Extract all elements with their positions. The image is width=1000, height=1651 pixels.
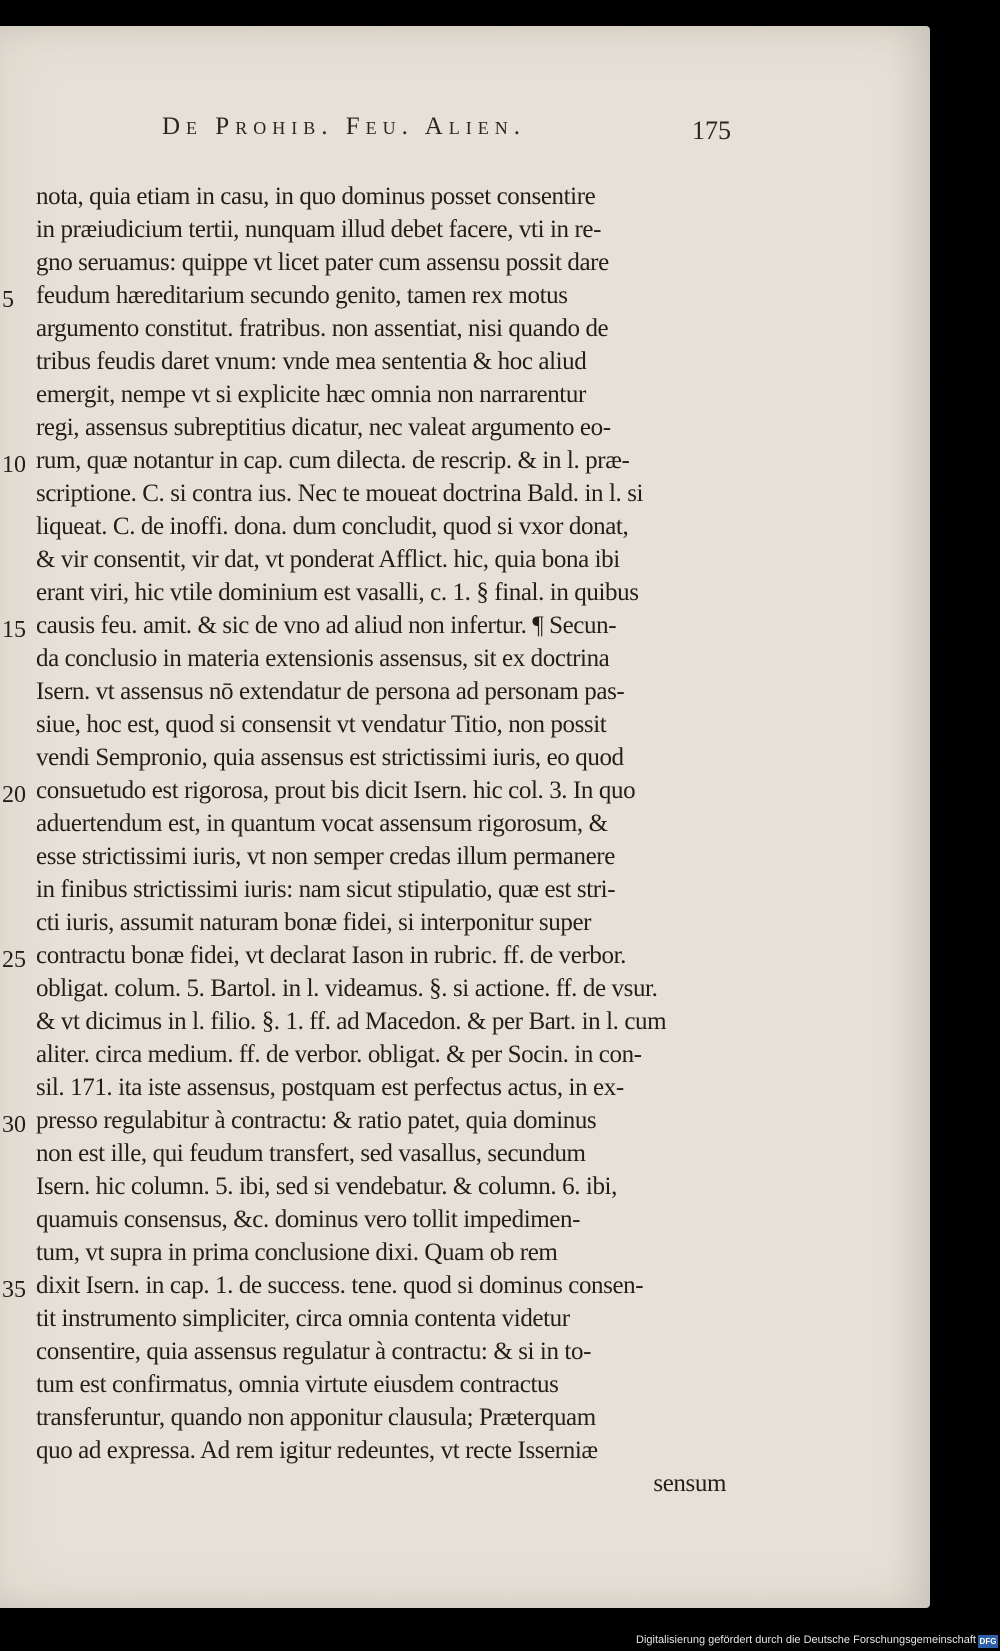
margin-line-number: 5 [2,287,14,313]
margin-line-number: 25 [2,947,26,973]
funding-credit: Digitalisierung gefördert durch die Deutsche Forschungsgemeinschaft [636,1634,976,1646]
text-line: cti iuris, assumit naturam bonæ fidei, si interponitur super [36,909,592,936]
text-line: Isern. vt assensus nō extendatur de persona ad personam pas- [36,678,625,705]
text-line: Isern. hic column. 5. ibi, sed si vendebatur. & column. 6. ibi, [36,1173,617,1200]
text-line: dixit Isern. in cap. 1. de success. tene. quod si dominus consen- [36,1272,644,1299]
margin-line-number: 15 [2,617,26,643]
dfg-logo: DFG [979,1637,997,1646]
text-line: non est ille, qui feudum transfert, sed vasallus, secundum [36,1140,586,1167]
text-line: in præiudicium tertii, nunquam illud debet facere, vti in re- [36,216,602,243]
text-line: erant viri, hic vtile dominium est vasalli, c. 1. § final. in quibus [36,579,639,606]
text-line: esse strictissimi iuris, vt non semper credas illum permanere [36,843,615,870]
text-line: contractu bonæ fidei, vt declarat Iason in rubric. ff. de verbor. [36,942,626,969]
text-line: consuetudo est rigorosa, prout bis dicit Isern. hic col. 3. In quo [36,777,636,804]
text-line: rum, quæ notantur in cap. cum dilecta. de rescrip. & in l. præ- [36,447,630,474]
text-line: consentire, quia assensus regulatur à contractu: & si in to- [36,1338,592,1365]
text-line: aduertendum est, in quantum vocat assensum rigorosum, & [36,810,608,837]
catchword: sensum [653,1470,726,1497]
text-line: vendi Sempronio, quia assensus est strictissimi iuris, eo quod [36,744,624,771]
book-page [0,26,930,1608]
text-line: quo ad expressa. Ad rem igitur redeuntes, vt recte Isserniæ [36,1437,598,1464]
text-line: obligat. colum. 5. Bartol. in l. videamus. §. si actione. ff. de vsur. [36,975,658,1002]
text-line: emergit, nempe vt si explicite hæc omnia non narrarentur [36,381,586,408]
text-line: tum est confirmatus, omnia virtute eiusdem contractus [36,1371,559,1398]
text-line: argumento constitut. fratribus. non assentiat, nisi quando de [36,315,609,342]
text-line: aliter. circa medium. ff. de verbor. obligat. & per Socin. in con- [36,1041,642,1068]
text-line: presso regulabitur à contractu: & ratio patet, quia dominus [36,1107,597,1134]
page-number: 175 [692,116,731,145]
text-line: tribus feudis daret vnum: vnde mea sententia & hoc aliud [36,348,587,375]
text-line: transferuntur, quando non apponitur clausula; Præterquam [36,1404,596,1431]
margin-line-number: 30 [2,1112,26,1138]
text-line: quamuis consensus, &c. dominus vero tollit impedimen- [36,1206,581,1233]
text-line: feudum hæreditarium secundo genito, tamen rex motus [36,282,568,309]
margin-line-number: 35 [2,1277,26,1303]
text-line: siue, hoc est, quod si consensit vt vendatur Titio, non possit [36,711,607,738]
margin-line-number: 10 [2,452,26,478]
text-line: liqueat. C. de inoffi. dona. dum concludit, quod si vxor donat, [36,513,629,540]
text-line: da conclusio in materia extensionis assensus, sit ex doctrina [36,645,610,672]
text-line: tum, vt supra in prima conclusione dixi. Quam ob rem [36,1239,558,1266]
text-line: sil. 171. ita iste assensus, postquam est perfectus actus, in ex- [36,1074,624,1101]
text-line: in finibus strictissimi iuris: nam sicut stipulatio, quæ est stri- [36,876,616,903]
running-head: De Prohib. Feu. Alien. [162,113,527,140]
text-line: gno seruamus: quippe vt licet pater cum assensu possit dare [36,249,609,276]
text-line: causis feu. amit. & sic de vno ad aliud non infertur. ¶ Secun- [36,612,617,639]
text-line: nota, quia etiam in casu, in quo dominus posset consentire [36,183,596,210]
body-text [36,180,726,1500]
margin-line-number: 20 [2,782,26,808]
text-line: & vt dicimus in l. filio. §. 1. ff. ad Macedon. & per Bart. in l. cum [36,1008,667,1035]
text-line: tit instrumento simpliciter, circa omnia contenta videtur [36,1305,570,1332]
text-line: regi, assensus subreptitius dicatur, nec valeat argumento eo- [36,414,611,441]
text-line: scriptione. C. si contra ius. Nec te moueat doctrina Bald. in l. si [36,480,644,507]
text-line: & vir consentit, vir dat, vt ponderat Afflict. hic, quia bona ibi [36,546,620,573]
